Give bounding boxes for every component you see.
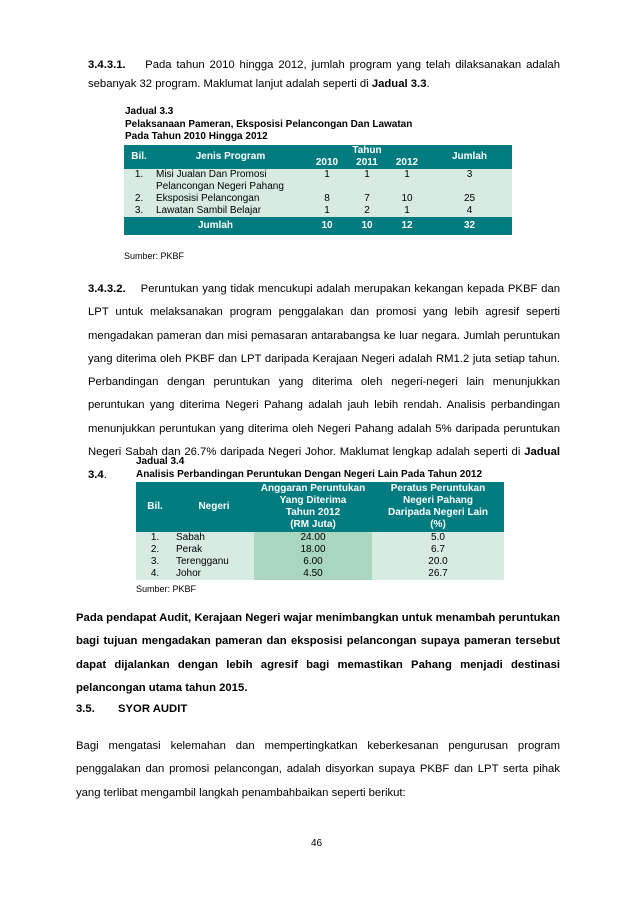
cell: 24.00 [254,532,372,544]
text: pihak yang terlibat mengambil langkah penambahbaikan seperti berikut: [76,763,560,799]
recommendation-paragraph [76,735,560,805]
header-line: (%) [430,519,446,530]
cell: 12 [401,220,413,231]
cell: 6.00 [254,556,372,568]
line [88,78,560,92]
header-line: Tahun 2012 [285,507,341,518]
table-34 [136,482,504,580]
audit-opinion [76,607,560,700]
caption-line: Jadual 3.4 [136,456,185,467]
header-2012: 2012 [387,157,427,169]
caption-line: Analisis Perbandingan Peruntukan Dengan Negeri Lain Pada Tahun 2012 [136,468,483,480]
header-line: Negeri Pahang [402,495,474,506]
header-tahun: Tahun [307,145,427,157]
cell: Terengganu [174,556,254,568]
section-title: SYOR AUDIT [117,703,188,715]
cell: 7 [364,193,370,204]
cell: 10 [361,220,373,231]
text: penggalakan dan promosi pelancongan, adalah disyorkan supaya PKBF dan LPT serta [76,763,529,776]
caption-line: Pelaksanaan Pameran, Eksposisi Pelancongan Dan Lawatan [125,118,413,130]
section-number: 3.4.3.1. [88,59,126,71]
cell: 4.50 [254,568,372,580]
header-peratus [372,482,504,532]
header-anggaran [254,482,372,532]
cell: 20.0 [372,556,504,568]
text: pameran tersebut dapat dijalankan dengan lebih agresif bagi memastikan Pahang [76,635,560,671]
cell: 2. [134,193,144,204]
cell: 32 [463,220,476,231]
text: seperti mengadakan pameran dan misi pemasaran antarabangsa ke luar negara. Jumlah [88,306,561,342]
header-jenis-program: Jenis Program [154,145,307,169]
cell: Lawatan Sambil Belajar [156,205,262,216]
header-bil: Bil. [136,482,174,532]
text: juta setiap tahun. Perbandingan dengan peruntukan yang diterima oleh negeri-negeri lain [88,352,561,389]
line [88,59,560,73]
page-number: 46 [311,838,323,849]
cell: 6.7 [372,544,504,556]
text: Pada pendapat Audit, Kerajaan Negeri wajar menimbangkan untuk menambah [76,612,496,624]
cell [154,169,307,193]
table-row [136,544,504,556]
cell: Eksposisi Pelancongan [156,193,260,204]
cell: 1. [136,532,174,544]
header-line: Peratus Peruntukan [390,483,486,494]
header-2011: 2011 [347,157,387,169]
cell: 8 [324,193,330,204]
cell: 10 [401,193,413,204]
header-bil: Bil. [124,145,154,169]
table-33-source: Sumber: PKBF [124,251,185,261]
text: peruntukan yang diterima oleh PKBF dan LPT daripada Kerajaan Negeri adalah RM1.2 [88,329,560,365]
text: menjadi destinasi pelancongan utama tahun 2015. [76,658,560,694]
header-line: Anggaran Peruntukan [260,483,366,494]
cell: 1 [324,169,330,180]
header-2010: 2010 [307,157,347,169]
text: adalah seperti di [436,446,525,459]
cell: 3 [466,169,473,180]
cell: Perak [174,544,254,556]
table-row [124,169,512,193]
text: Bagi mengatasi kelemahan dan mempertingkatkan keberkesanan pengurusan program [76,740,560,752]
text: daripada peruntukan Negeri Sabah dan 26.7% daripada Negeri Johor. Maklumat lengkap [88,422,560,459]
cell: 26.7 [372,568,504,580]
table-row [124,205,512,217]
table-row [136,556,504,568]
table-row [136,568,504,580]
table-34-source: Sumber: PKBF [136,584,197,594]
header-line: Daripada Negeri Lain [387,507,489,518]
cell-text: Misi Jualan Dan Promosi [156,169,267,180]
table-row [124,193,512,205]
cell: 3. [134,205,144,216]
paragraph-3431 [88,59,560,91]
text: . [103,469,107,482]
cell: Sabah [174,532,254,544]
cell: 3. [136,556,174,568]
text: perbandingan menunjukkan peruntukan yang diterima oleh Negeri Pahang adalah 5% [88,399,560,435]
section-number: 3.5. [76,703,95,715]
cell: 4. [136,568,174,580]
text: sebanyak 32 program. Maklumat lanjut adalah seperti di [88,77,372,90]
text: . [426,77,430,90]
cell: 1 [404,169,410,180]
cell: 10 [321,220,333,231]
text: menunjukkan peruntukan yang diterima Negeri Pahang adalah jauh lebih rendah. Analisis [88,376,560,412]
caption-line: Pada Tahun 2010 Hingga 2012 [125,131,268,142]
text: Pada tahun 2010 hingga 2012, jumlah program yang telah dilaksanakan adalah [145,59,560,71]
total-label: Jumlah [197,220,233,231]
cell: 18.00 [254,544,372,556]
cell: 5.0 [372,532,504,544]
caption-line: Jadual 3.3 [125,106,174,117]
cell: 1. [134,169,144,180]
cell: 1 [404,205,410,216]
cell: 2. [136,544,174,556]
cell: 25 [463,193,476,204]
cell: 1 [324,205,330,216]
cell: Johor [174,568,254,580]
header-line: (RM Juta) [290,519,336,530]
text: Peruntukan yang tidak mencukupi adalah merupakan kekangan kepada PKBF [140,283,538,295]
table-row [136,532,504,544]
cell: 4 [466,205,473,216]
text: peruntukan bagi tujuan mengadakan pameran dan eksposisi pelancongan supaya [76,612,560,648]
cell: 1 [364,169,370,180]
cell-text: Pelancongan Negeri Pahang [156,181,284,192]
table-reference: Jadual 3.3 [371,77,427,90]
total-row [124,217,512,235]
table-34-caption [136,456,482,481]
table-33-caption [125,106,412,144]
header-jumlah: Jumlah [427,145,512,169]
header-line: Yang Diterima [279,495,347,506]
section-number: 3.4.3.2. [88,283,126,295]
header-negeri: Negeri [174,482,254,532]
cell: 2 [364,205,370,216]
table-reference: Jadual 3.4 [88,446,560,482]
section-heading [76,703,187,715]
table-33 [124,145,512,235]
text: dan LPT untuk melaksanakan program penggalakan dan promosi yang lebih agresif [88,283,561,319]
